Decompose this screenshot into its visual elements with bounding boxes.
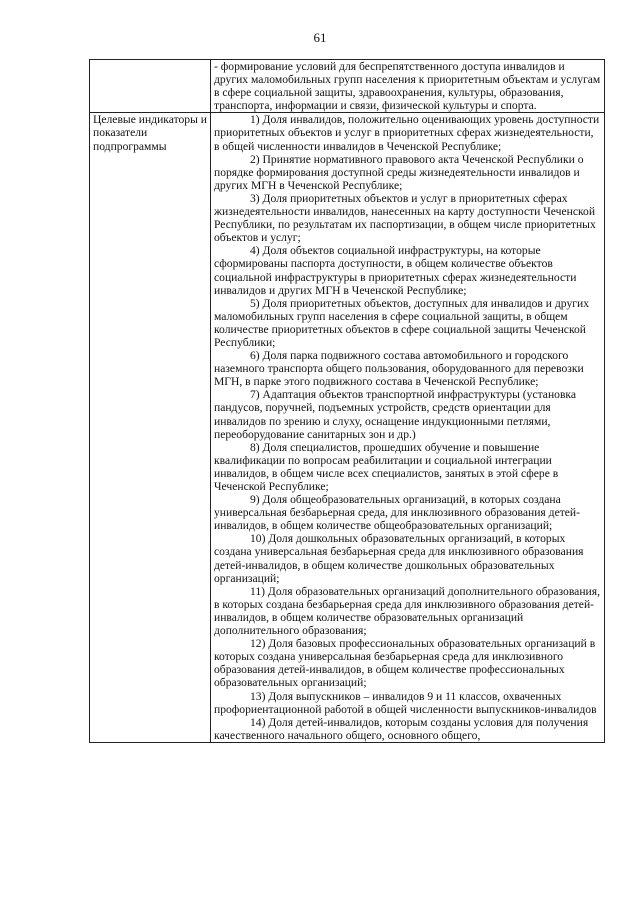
indicators-cell [211,113,605,743]
indicator-item: 5) Доля приоритетных объектов, доступных для инвалидов и других маломобильных групп населения в сфере социальной защиты, в общем количестве приоритетных объектов в сфере социальной защиты Чеченской Республики; [214,296,589,349]
indicator-item: 7) Адаптация объектов транспортной инфраструктуры (установка пандусов, поручней, подъемных устройств, средств ориентации для инвалидов по зрению и слуху, оснащение индукционными петлями, переоборудование санитарных зон и др.) [214,388,577,441]
indicator-item: 9) Доля общеобразовательных организаций, в которых создана универсальная безбарьерная среда, для инклюзивного образования детей-инвалидов, в общем количестве общеобразовательных организаций; [214,493,580,533]
table-row [90,60,605,113]
indicator-item: 10) Доля дошкольных образовательных организаций, в которых создана универсальная безбарьерная среда для инклюзивного образования детей-инвалидов, в общем количестве дошкольных образовательных организаций; [214,532,584,585]
indicator-item: 1) Доля инвалидов, положительно оценивающих уровень доступности приоритетных объектов и услуг в приоритетных сферах жизнедеятельности, в общей численности инвалидов в Чеченской Республике; [214,113,600,153]
indicator-item: 3) Доля приоритетных объектов и услуг в приоритетных сферах жизнедеятельности инвалидов, нанесенных на карту доступности Чеченской Республики, по результатам их паспортизации, в общем числе приоритетных объектов и услуг; [214,191,596,245]
page-number: 61 [313,30,327,45]
indicator-item: 6) Доля парка подвижного состава автомобильного и городского наземного транспорта общего пользования, оборудованного для перевозки МГН, в парке этого подвижного состава в Чеченской Республике; [214,349,584,389]
indicator-item: 8) Доля специалистов, прошедших обучение и повышение квалификации по вопросам реабилитации и социальной интеграции инвалидов, в общем числе всех специалистов, занятых в этой сфере в Чеченской Республике; [214,440,559,493]
row-label-cell [90,60,211,113]
row-label-cell: Целевые индикаторы и показатели подпрограммы [90,113,211,743]
indicator-item: 4) Доля объектов социальной инфраструктуры, на которые сформированы паспорта доступности, в общем количестве объектов социальной инфраструктуры в приоритетных сферах жизнедеятельности инвалидов и других МГН в Чеченской Республике; [214,244,577,297]
goal-text: - формирование условий для беспрепятственного доступа инвалидов и других маломобильных групп населения к приоритетным объектам и услугам в сфере социальной защиты, здравоохранения, культуры, образования, транспорта, информации и связи, физической культуры и спорта. [214,60,601,113]
indicator-item: 13) Доля выпускников – инвалидов 9 и 11 классов, охваченных профориентационной работой в общей численности выпускников-инвалидов [214,689,597,716]
subprogram-passport-table [89,59,605,743]
table-row [90,113,605,743]
indicator-item: 12) Доля базовых профессиональных образовательных организаций в которых создана универсальная безбарьерная среда для инклюзивного образования детей-инвалидов, в общем количестве профессиональных образовательных организаций; [214,637,596,690]
indicator-item: 11) Доля образовательных организаций дополнительного образования, в которых создана безбарьерная среда для инклюзивного образования детей-инвалидов, в общем количестве образовательных организаций дополнительного образования; [214,584,600,638]
indicator-item: 14) Доля детей-инвалидов, которым созданы условия для получения качественного начального общего, основного общего, [214,715,589,742]
indicator-item: 2) Принятие нормативного правового акта Чеченской Республики о порядке формирования доступной среды жизнедеятельности инвалидов и других МГН в Чеченской Республике; [214,152,584,192]
row-content-cell [211,60,605,113]
